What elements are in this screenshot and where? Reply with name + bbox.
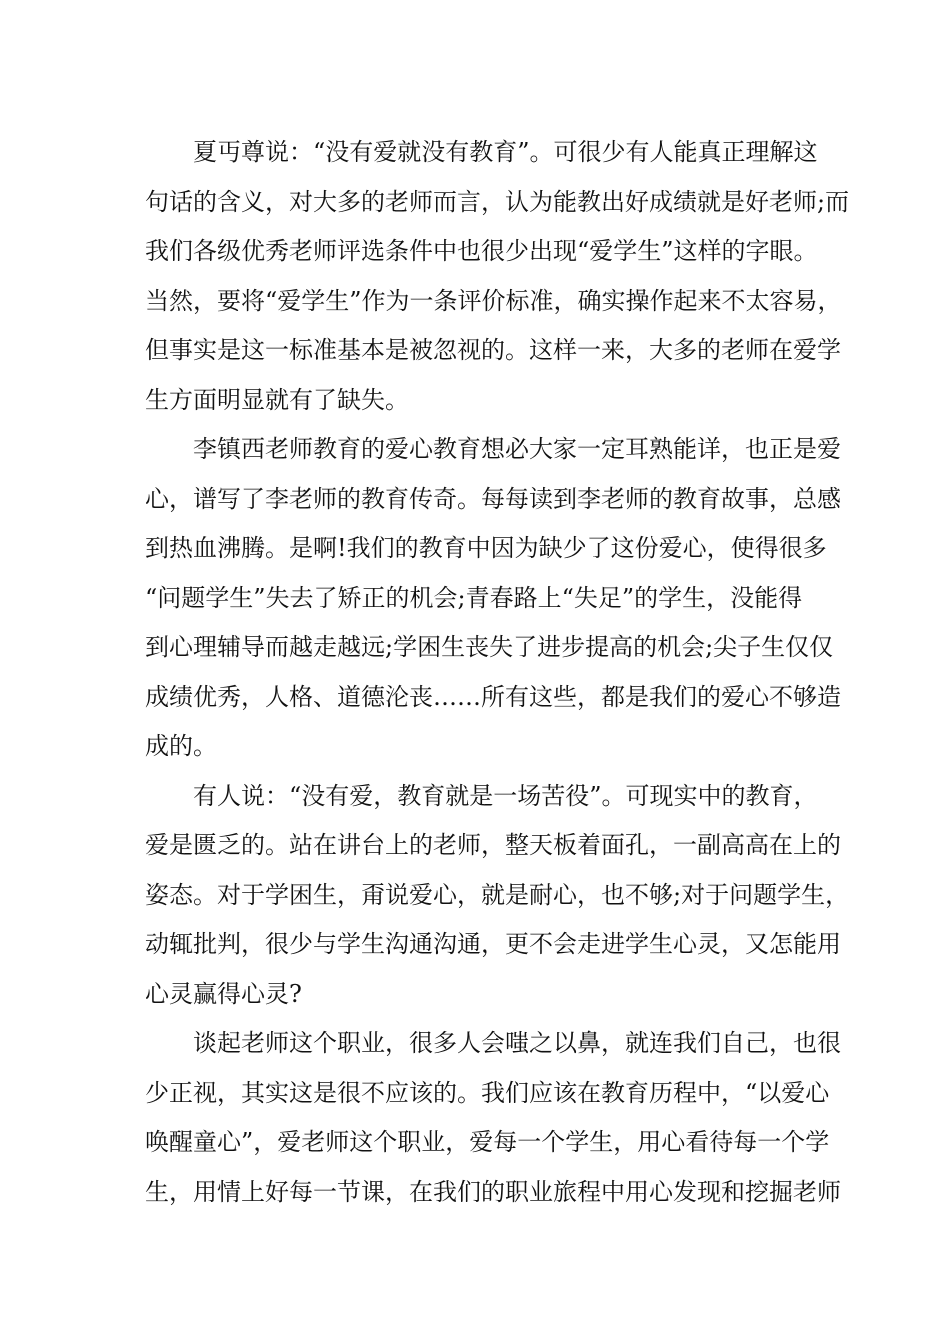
paragraph-line: 夏丏尊说：“没有爱就没有教育”。可很少有人能真正理解这 xyxy=(193,138,818,166)
paragraph-line: 爱是匮乏的。站在讲台上的老师，整天板着面孔，一副高高在上的 xyxy=(145,831,841,859)
paragraph-line: 动辄批判，很少与学生沟通沟通，更不会走进学生心灵，又怎能用 xyxy=(145,930,841,958)
paragraph-line: 我们各级优秀老师评选条件中也很少出现“爱学生”这样的字眼。 xyxy=(145,237,818,265)
paragraph-line: 句话的含义，对大多的老师而言，认为能教出好成绩就是好老师;而 xyxy=(145,187,850,216)
paragraph xyxy=(145,425,841,772)
document-body xyxy=(145,128,850,1217)
paragraph-line: 生，用情上好每一节课，在我们的职业旅程中用心发现和挖掘老师 xyxy=(145,1177,841,1206)
paragraph-line: 到心理辅导而越走越远;学困生丧失了进步提高的机会;尖子生仅仅 xyxy=(145,633,834,661)
paragraph-line: 李镇西老师教育的爱心教育想必大家一定耳熟能详，也正是爱 xyxy=(193,435,841,463)
paragraph-line: 当然，要将“爱学生”作为一条评价标准，确实操作起来不太容易， xyxy=(145,286,842,315)
paragraph-line: 心灵赢得心灵? xyxy=(145,979,302,1008)
paragraph-line: 但事实是这一标准基本是被忽视的。这样一来，大多的老师在爱学 xyxy=(145,336,841,364)
paragraph xyxy=(145,772,850,1020)
paragraph-line: “问题学生”失去了矫正的机会;青春路上“失足”的学生，没能得 xyxy=(145,583,803,612)
paragraph-line: 生方面明显就有了缺失。 xyxy=(145,385,409,414)
paragraph xyxy=(145,1019,841,1217)
paragraph-line: 成的。 xyxy=(145,732,217,760)
paragraph-line: 到热血沸腾。是啊!我们的教育中因为缺少了这份爱心，使得很多 xyxy=(145,534,827,562)
paragraph-line: 有人说：“没有爱，教育就是一场苦役”。可现实中的教育， xyxy=(193,781,818,810)
paragraph-line: 少正视，其实这是很不应该的。我们应该在教育历程中，“以爱心 xyxy=(145,1078,830,1107)
paragraph-line: 成绩优秀，人格、道德沦丧……所有这些，都是我们的爱心不够造 xyxy=(145,682,841,711)
paragraph-line: 姿态。对于学困生，甭说爱心，就是耐心，也不够;对于问题学生， xyxy=(145,880,850,909)
paragraph-line: 谈起老师这个职业，很多人会嗤之以鼻，就连我们自己，也很 xyxy=(193,1029,841,1057)
paragraph xyxy=(145,128,850,425)
paragraph-line: 唤醒童心”，爱老师这个职业，爱每一个学生，用心看待每一个学 xyxy=(145,1128,830,1156)
paragraph-line: 心，谱写了李老师的教育传奇。每每读到李老师的教育故事，总感 xyxy=(145,484,841,513)
